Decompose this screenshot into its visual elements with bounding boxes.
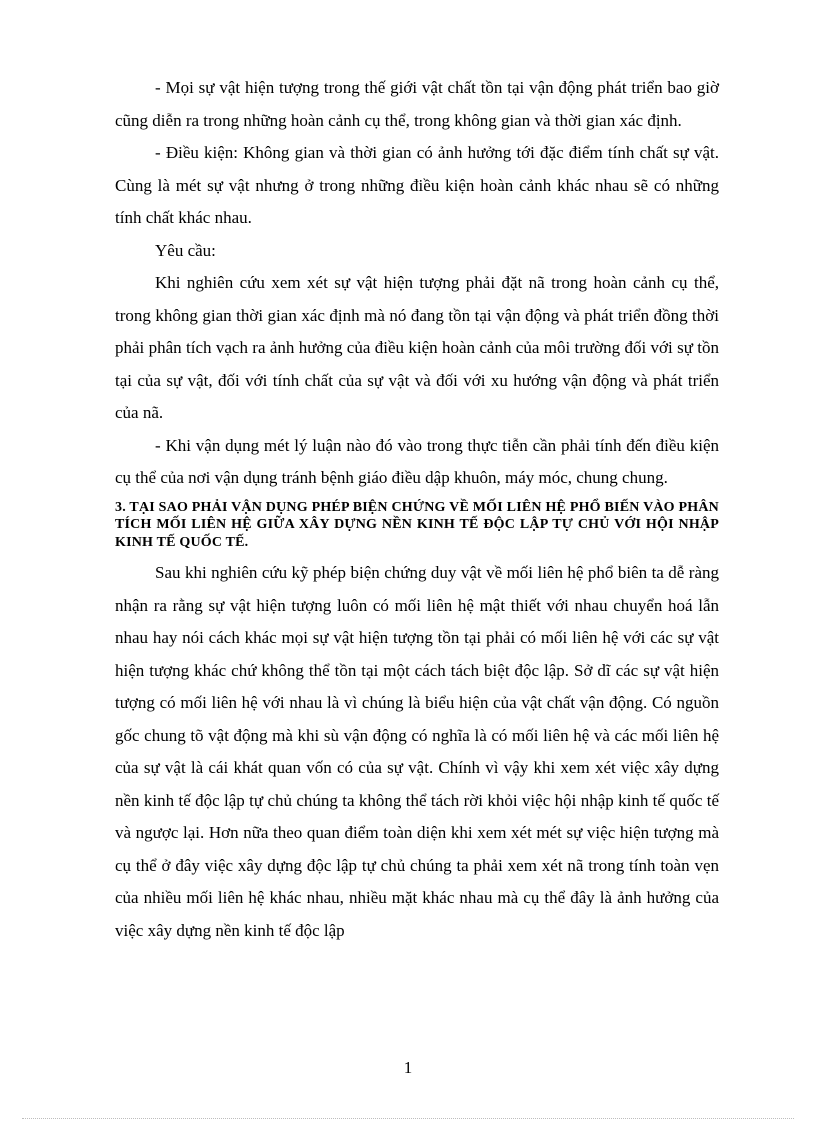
page-bottom-divider (22, 1118, 794, 1119)
paragraph-requirements-label: Yêu cầu: (155, 240, 216, 260)
paragraph-section-body: Sau khi nghiên cứu kỹ phép biện chứng duy vật về mối liên hệ phổ biên ta dễ ràng nhận ra rằng sự vật hiện tượng luôn có mối liên hệ mật thiết với nhau chuyển hoá lẫn nhau hay nói cách khác mọi sự vật hiện tượng tồn tại phải có mối liên hệ với các sự vật hiện tượng khác chứ không thể tồn tại một cách tách biệt độc lập. Sở dĩ các sự vật hiện tượng có mối liên hệ với nhau là vì chúng là biểu hiện của vật chất vận động. Có nguồn gốc chung tõ vật động mà khi sù vận động có nghĩa là có mối liên hệ và các mối liên hệ của sự vật là cái khát quan vốn có của sự vật. Chính vì vậy khi xem xét việc xây dựng nền kinh tế độc lập tự chủ chúng ta không thể tách rời khỏi việc hội nhập kinh tế quốc tế và ngược lại. Hơn nữa theo quan điểm toàn diện khi xem xét mét sự việc hiện tượng mà cụ thể ở đây việc xây dựng độc lập tự chủ chúng ta phải xem xét nã trong tính toàn vẹn của nhiều mối liên hệ khác nhau, nhiều mặt khác nhau mà cụ thể đây là ảnh hưởng của việc xây dựng nền kinh tế độc lập (115, 563, 719, 940)
document-body (115, 72, 719, 947)
paragraph-conditions: - Điều kiện: Không gian và thời gian có ảnh hưởng tới đặc điểm tính chất sự vật. Cùng là mét sự vật nhưng ở trong những điều kiện hoàn cảnh khác nhau sẽ có những tính chất khác nhau. (115, 143, 719, 227)
section-heading: 3. TẠI SAO PHẢI VẬN DỤNG PHÉP BIỆN CHỨNG VỀ MỐI LIÊN HỆ PHỔ BIẾN VÀO PHÂN TÍCH MỐI LIÊN HỆ GIỮA XÂY DỰNG NỀN KINH TẾ ĐỘC LẬP TỰ CHỦ VỚI HỘI NHẬP KINH TẾ QUỐC TẾ. (115, 499, 719, 550)
paragraph-application: - Khi vận dụng mét lý luận nào đó vào trong thực tiễn cần phải tính đến điều kiện cụ thể của nơi vận dụng tránh bệnh giáo điều dập khuôn, máy móc, chung chung. (115, 435, 719, 487)
page-number: 1 (403, 1058, 413, 1077)
paragraph-requirements: Khi nghiên cứu xem xét sự vật hiện tượng phải đặt nã trong hoàn cảnh cụ thể, trong không gian thời gian xác định mà nó đang tồn tại vận động và phát triển đồng thời phải phân tích vạch ra ảnh hưởng của điều kiện hoàn cảnh của môi trường đối với sự tồn tại của sự vật, đối với tính chất của sự vật và đối với xu hướng vận động và phát triển của nã. (115, 273, 719, 422)
paragraph-context: - Mọi sự vật hiện tượng trong thế giới vật chất tồn tại vận động phát triển bao giờ cũng diễn ra trong những hoàn cảnh cụ thể, trong không gian và thời gian xác định. (115, 78, 719, 130)
